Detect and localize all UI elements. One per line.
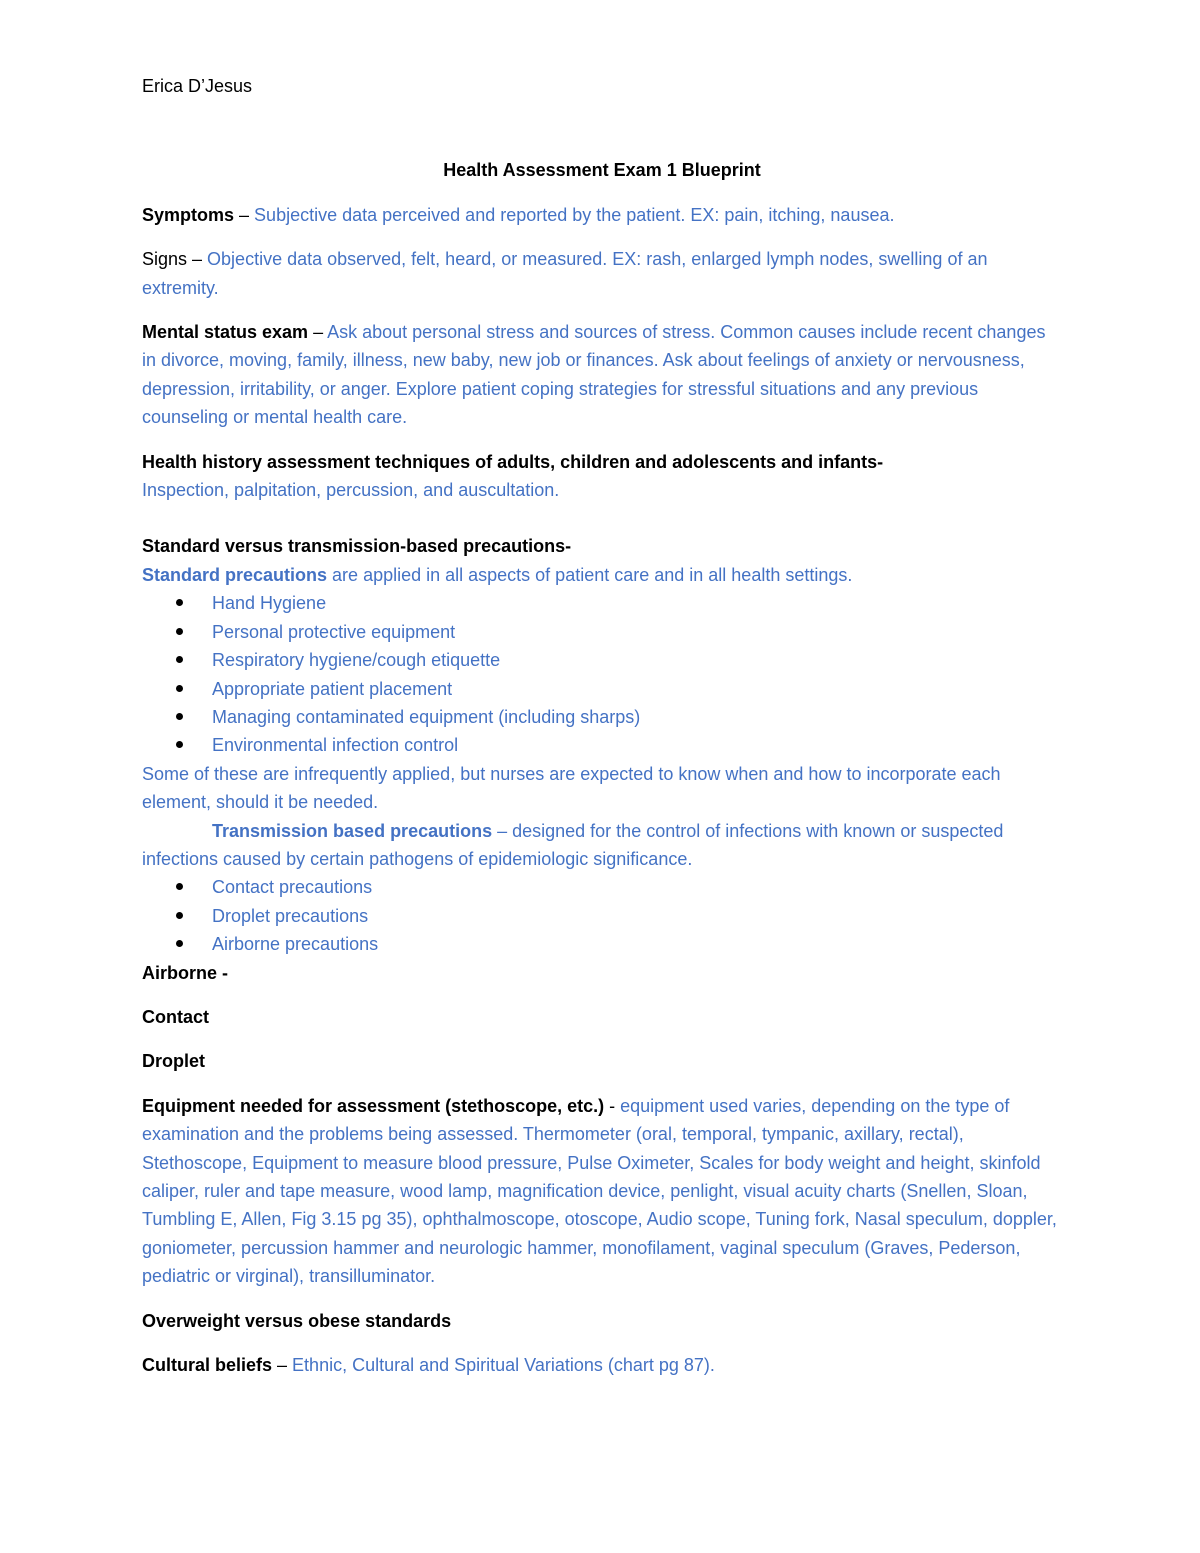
list-item: Appropriate patient placement (142, 675, 1062, 703)
list-item: Respiratory hygiene/cough etiquette (142, 646, 1062, 674)
cultural-paragraph (142, 1351, 1062, 1379)
list-item: Environmental infection control (142, 731, 1062, 759)
signs-paragraph (142, 245, 1062, 302)
overweight-heading: Overweight versus obese standards (142, 1310, 452, 1331)
list-item: Airborne precautions (142, 930, 1062, 958)
list-item: Personal protective equipment (142, 618, 1062, 646)
signs-definition: Objective data observed, felt, heard, or measured. EX: rash, enlarged lymph nodes, swelling of an extremity. (142, 249, 988, 298)
mental-status-paragraph (142, 318, 1062, 432)
cultural-definition: Ethnic, Cultural and Spiritual Variations (chart pg 87). (292, 1355, 715, 1376)
precautions-heading: Standard versus transmission-based precautions- (142, 536, 572, 557)
transmission-precautions-text: designed for the control of infections with known or suspected infections caused by certain pathogens of epidemiologic significance. (142, 820, 1004, 869)
standard-precautions-paragraph (142, 561, 1062, 589)
list-item: Managing contaminated equipment (including sharps) (142, 703, 1062, 731)
signs-separator: – (187, 249, 208, 270)
standard-precautions-list (142, 589, 1062, 759)
cultural-term: Cultural beliefs (142, 1355, 273, 1376)
symptoms-definition: Subjective data perceived and reported by the patient. EX: pain, itching, nausea. (254, 204, 895, 225)
mental-status-term: Mental status exam (142, 322, 309, 343)
transmission-precautions-separator: – (492, 820, 513, 841)
health-history-heading: Health history assessment techniques of adults, children and adolescents and infants- (142, 451, 884, 472)
symptoms-separator: – (234, 204, 255, 225)
standard-precautions-note: Some of these are infrequently applied, but nurses are expected to know when and how to incorporate each element, should it be needed. (142, 763, 1001, 813)
mental-status-definition: Ask about personal stress and sources of stress. Common causes include recent changes in divorce, moving, family, illness, new baby, new job or finances. Ask about feelings of anxiety or nervousness, depression, irritability, or anger. Explore patient coping strategies for stressful situations and any previous counseling or mental health care. (142, 322, 1046, 428)
equipment-definition: equipment used varies, depending on the type of examination and the problems being assessed. Thermometer (oral, temporal, tympanic, axillary, rectal), Stethoscope, Equipment to measure blood pressure, Pulse Oximeter, Scales for body weight and height, skinfold caliper, ruler and tape measure, wood lamp, magnification device, penlight, visual acuity charts (Snellen, Sloan, Tumbling E, Allen, Fig 3.15 pg 35), ophthalmoscope, otoscope, Audio scope, Tuning fork, Nasal speculum, doppler, goniometer, percussion hammer and neurologic hammer, monofilament, vaginal speculum (Graves, Pederson, pediatric or virginal), transilluminator. (142, 1095, 1057, 1287)
symptoms-paragraph (142, 201, 1062, 229)
airborne-heading: Airborne - (142, 962, 229, 983)
mental-status-separator: – (308, 322, 328, 343)
signs-term: Signs (142, 249, 188, 270)
transmission-precautions-paragraph (142, 817, 1062, 874)
equipment-term: Equipment needed for assessment (stethoscope, etc.) (142, 1095, 605, 1116)
equipment-separator: - (604, 1095, 621, 1116)
transmission-precautions-term: Transmission based precautions (212, 820, 493, 841)
document-body (142, 72, 1062, 1379)
cultural-separator: – (272, 1355, 293, 1376)
contact-heading: Contact (142, 1006, 209, 1027)
health-history-text: Inspection, palpitation, percussion, and auscultation. (142, 480, 560, 501)
list-item: Droplet precautions (142, 902, 1062, 930)
standard-precautions-term: Standard precautions (142, 564, 328, 585)
droplet-heading: Droplet (142, 1051, 205, 1072)
symptoms-term: Symptoms (142, 204, 235, 225)
author-name: Erica D’Jesus (142, 76, 253, 96)
standard-precautions-text: are applied in all aspects of patient care and in all health settings. (327, 564, 853, 585)
equipment-paragraph (142, 1092, 1062, 1291)
list-item: Contact precautions (142, 873, 1062, 901)
document-title: Health Assessment Exam 1 Blueprint (443, 160, 761, 181)
transmission-precautions-list (142, 873, 1062, 958)
list-item: Hand Hygiene (142, 589, 1062, 617)
